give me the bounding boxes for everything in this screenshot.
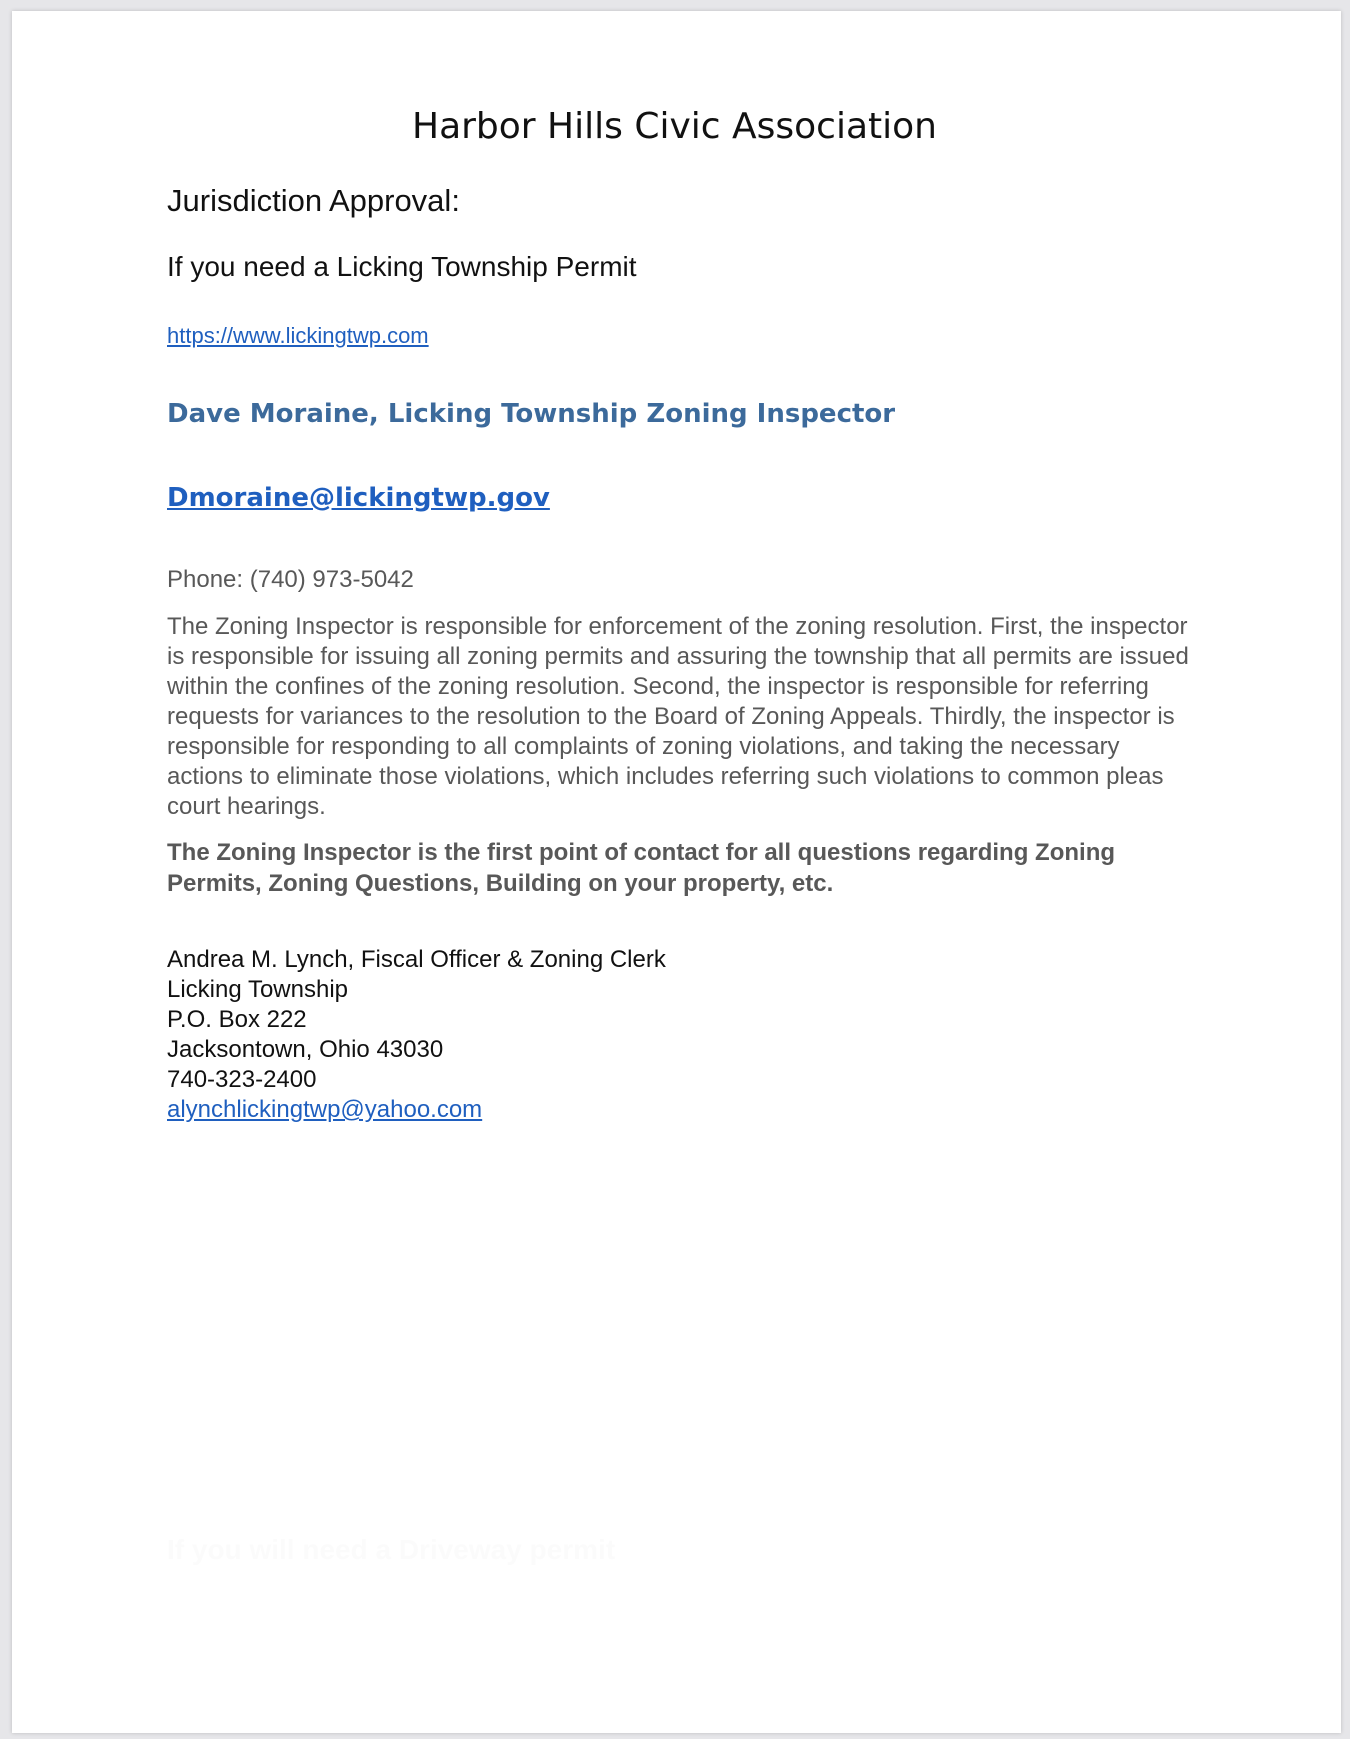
inspector-phone: Phone: (740) 973-5042 (167, 566, 414, 593)
jurisdiction-heading: Jurisdiction Approval: (167, 183, 460, 218)
website-link[interactable]: https://www.lickingtwp.com (167, 323, 429, 348)
inspector-description: The Zoning Inspector is responsible for enforcement of the zoning resolution. First, the inspector is responsible for issuing all zoning permits and assuring the township that all permits are issued within the confines of the zoning resolution. Second, the inspector is responsible for referring requests for variances to the resolution to the Board of Zoning Appeals. Thirdly, the inspector is responsible for responding to all complaints of zoning violations, and taking the necessary actions to eliminate those violations, which includes referring such violations to common pleas court hearings. (167, 613, 1189, 820)
clerk-address-block (167, 945, 666, 1125)
document-page (12, 11, 1341, 1733)
contact-note: The Zoning Inspector is the first point of contact for all questions regarding Zoning Permits, Zoning Questions, Building on your property, etc. (167, 839, 1116, 897)
clerk-organization: Licking Township (167, 976, 348, 1003)
clerk-name-title: Andrea M. Lynch, Fiscal Officer & Zoning Clerk (167, 946, 666, 973)
clerk-city-state-zip: Jacksontown, Ohio 43030 (167, 1036, 444, 1063)
faint-driveway-text: If you will need a Driveway permit (167, 1534, 616, 1565)
document-title: Harbor Hills Civic Association (412, 106, 937, 147)
clerk-phone: 740-323-2400 (167, 1066, 317, 1093)
clerk-po-box: P.O. Box 222 (167, 1006, 307, 1033)
permit-line: If you need a Licking Township Permit (167, 251, 637, 282)
inspector-email-link[interactable]: Dmoraine@lickingtwp.gov (167, 483, 550, 513)
clerk-email-link[interactable]: alynchlickingtwp@yahoo.com (167, 1096, 483, 1123)
inspector-heading: Dave Moraine, Licking Township Zoning Inspector (167, 399, 896, 429)
